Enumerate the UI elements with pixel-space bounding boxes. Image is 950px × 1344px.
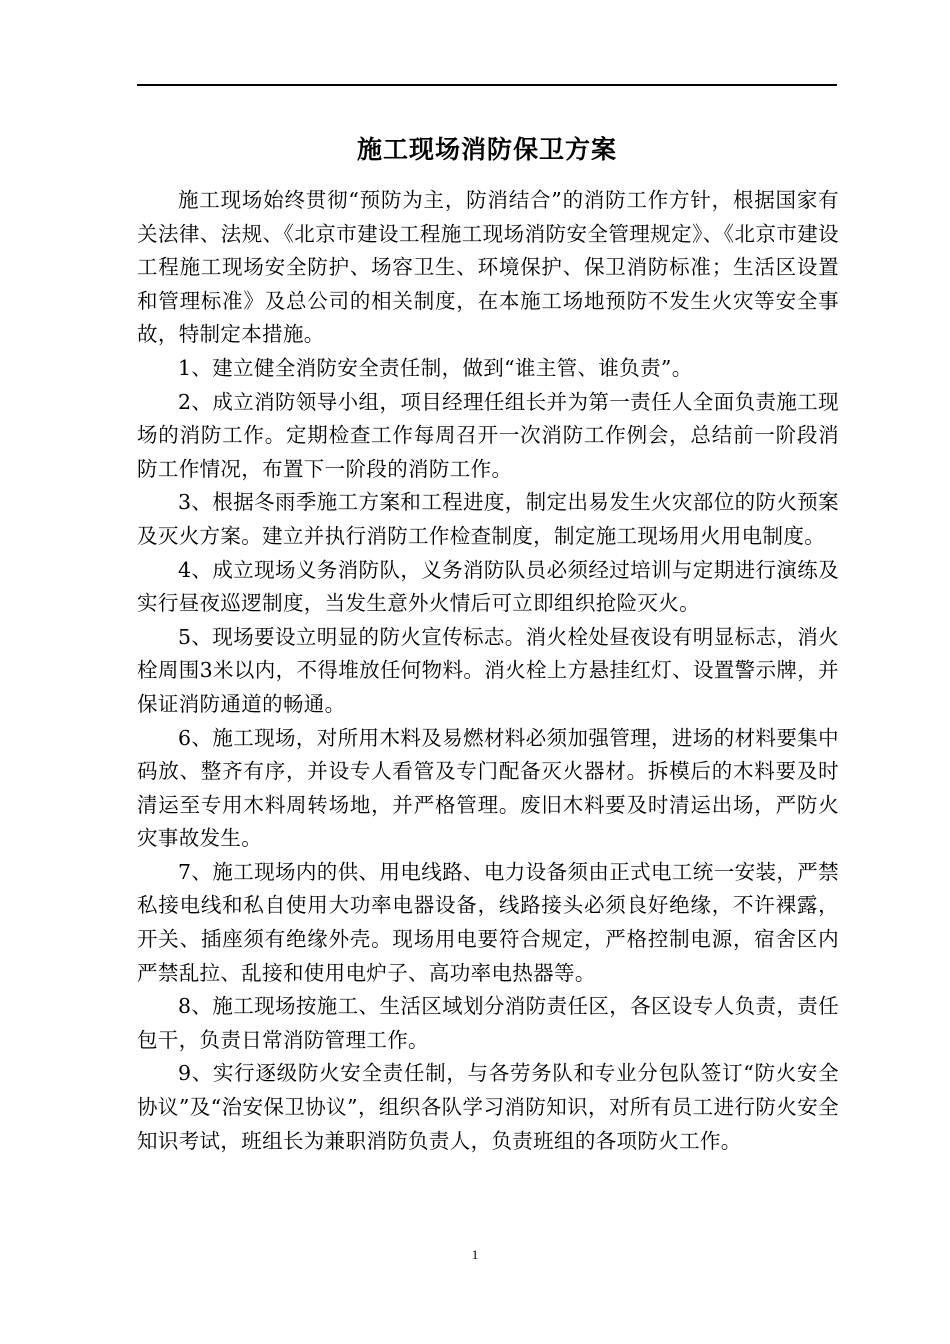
paragraph-item-3: 3、根据冬雨季施工方案和工程进度，制定出易发生火灾部位的防火预案及灭火方案。建立并执行消防工作检查制度，制定施工现场用火用电制度。 xyxy=(137,490,839,548)
document-title: 施工现场消防保卫方案 xyxy=(356,135,617,164)
paragraph-intro: 施工现场始终贯彻“预防为主，防消结合”的消防工作方针，根据国家有关法律、法规、《北京市建设工程施工现场消防安全管理规定》、《北京市建设工程施工现场安全防护、场容卫生、环境保护、保卫消防标准；生活区设置和管理标准》及总公司的相关制度，在本施工场地预防不发生火灾等安全事故，特制定本措施。 xyxy=(137,188,839,347)
paragraph-item-4: 4、成立现场义务消防队，义务消防队员必须经过培训与定期进行演练及实行昼夜巡逻制度，当发生意外火情后可立即组织抢险灭火。 xyxy=(137,557,839,616)
paragraph-item-8: 8、施工现场按施工、生活区域划分消防责任区，各区设专人负责，责任包干，负责日常消防管理工作。 xyxy=(137,994,839,1052)
header-rule xyxy=(137,84,837,86)
paragraph-item-7: 7、施工现场内的供、用电线路、电力设备须由正式电工统一安装，严禁私接电线和私自使用大功率电器设备，线路接头必须良好绝缘，不许裸露，开关、插座须有绝缘外壳。现场用电要符合规定，严格控制电源，宿舍区内严禁乱拉、乱接和使用电炉子、高功率电热器等。 xyxy=(137,859,839,985)
paragraph-item-9: 9、实行逐级防火安全责任制，与各劳务队和专业分包队签订“防火安全协议”及“治安保卫协议”，组织各队学习消防知识，对所有员工进行防火安全知识考试，班组长为兼职消防负责人，负责班组的各项防火工作。 xyxy=(137,1061,839,1153)
document-body xyxy=(137,184,839,1158)
paragraph-item-5: 5、现场要设立明显的防火宣传标志。消火栓处昼夜设有明显标志，消火栓周围3米以内，不得堆放任何物料。消火栓上方悬挂红灯、设置警示牌，并保证消防通道的畅通。 xyxy=(137,624,839,716)
paragraph-item-1: 1、建立健全消防安全责任制，做到“谁主管、谁负责”。 xyxy=(178,355,693,380)
page-number: 1 xyxy=(471,1247,479,1262)
paragraph-item-6: 6、施工现场，对所用木料及易燃材料必须加强管理，进场的材料要集中码放、整齐有序，并设专人看管及专门配备灭火器材。拆模后的木料要及时清运至专用木料周转场地，并严格管理。废旧木料要及时清运出场，严防火灾事故发生。 xyxy=(137,725,839,851)
paragraph-item-2: 2、成立消防领导小组，项目经理任组长并为第一责任人全面负责施工现场的消防工作。定期检查工作每周召开一次消防工作例会，总结前一阶段消防工作情况，布置下一阶段的消防工作。 xyxy=(137,389,839,481)
